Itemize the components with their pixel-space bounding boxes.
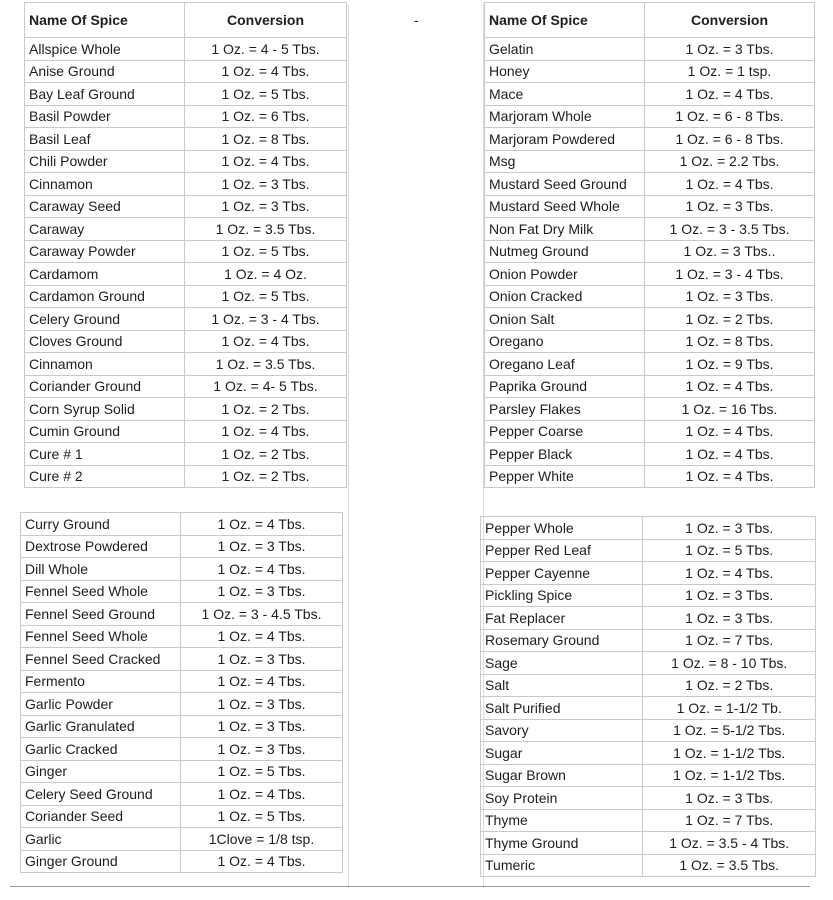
spice-name-cell: Cumin Ground — [25, 420, 185, 443]
left-top-body — [25, 38, 347, 488]
spice-name-cell: Corn Syrup Solid — [25, 398, 185, 421]
table-row — [481, 674, 816, 697]
spice-name-cell: Fennel Seed Cracked — [21, 648, 181, 671]
spice-name-cell: Pepper Whole — [481, 517, 643, 540]
conversion-cell: 1 Oz. = 1-1/2 Tbs. — [643, 742, 816, 765]
table-row — [481, 584, 816, 607]
conversion-cell: 1 Oz. = 3 Tbs. — [643, 787, 816, 810]
spice-name-cell: Caraway Powder — [25, 240, 185, 263]
conversion-cell: 1 Oz. = 7 Tbs. — [643, 809, 816, 832]
conversion-cell: 1 Oz. = 8 Tbs. — [185, 128, 347, 151]
table-row — [481, 539, 816, 562]
table-row — [21, 783, 343, 806]
table-row — [481, 562, 816, 585]
spice-name-cell: Oregano — [485, 330, 645, 353]
spice-name-cell: Marjoram Powdered — [485, 128, 645, 151]
table-row — [485, 465, 815, 488]
spice-name-cell: Cure # 2 — [25, 465, 185, 488]
conversion-cell: 1 Oz. = 5 Tbs. — [185, 285, 347, 308]
conversion-cell: 1 Oz. = 6 - 8 Tbs. — [645, 128, 815, 151]
conversion-cell: 1 Oz. = 2 Tbs. — [185, 465, 347, 488]
conversion-cell: 1 Oz. = 3 Tbs. — [181, 715, 343, 738]
spice-name-cell: Oregano Leaf — [485, 353, 645, 376]
spice-name-cell: Celery Seed Ground — [21, 783, 181, 806]
spice-name-cell: Cardamon Ground — [25, 285, 185, 308]
table-row — [25, 375, 347, 398]
conversion-cell: 1 Oz. = 4 - 5 Tbs. — [185, 38, 347, 61]
table-row — [481, 742, 816, 765]
table-row — [25, 195, 347, 218]
table-row — [21, 603, 343, 626]
conversion-cell: 1 Oz. = 6 Tbs. — [185, 105, 347, 128]
conversion-cell: 1 Oz. = 8 - 10 Tbs. — [643, 652, 816, 675]
conversion-cell: 1 Oz. = 3 Tbs. — [643, 584, 816, 607]
spice-name-cell: Caraway — [25, 218, 185, 241]
spice-name-cell: Honey — [485, 60, 645, 83]
table-row — [21, 513, 343, 536]
spice-name-cell: Cure # 1 — [25, 443, 185, 466]
spice-name-cell: Sugar Brown — [481, 764, 643, 787]
spice-name-cell: Savory — [481, 719, 643, 742]
conversion-cell: 1 Oz. = 9 Tbs. — [645, 353, 815, 376]
conversion-cell: 1 Oz. = 4 Tbs. — [181, 783, 343, 806]
table-row — [21, 805, 343, 828]
conversion-cell: 1 Oz. = 2 Tbs. — [185, 443, 347, 466]
conversion-cell: 1 Oz. = 4 Tbs. — [185, 420, 347, 443]
table-row — [21, 850, 343, 873]
spice-name-cell: Pepper Coarse — [485, 420, 645, 443]
spice-name-cell: Paprika Ground — [485, 375, 645, 398]
conversion-cell: 1 Oz. = 1 tsp. — [645, 60, 815, 83]
table-row — [481, 517, 816, 540]
conversion-cell: 1 Oz. = 3.5 Tbs. — [185, 218, 347, 241]
table-row — [481, 764, 816, 787]
conversion-cell: 1 Oz. = 1-1/2 Tb. — [643, 697, 816, 720]
table-row — [481, 854, 816, 877]
spice-name-cell: Onion Cracked — [485, 285, 645, 308]
table-row — [21, 693, 343, 716]
conversion-cell: 1 Oz. = 5-1/2 Tbs. — [643, 719, 816, 742]
spice-name-cell: Allspice Whole — [25, 38, 185, 61]
table-row — [25, 465, 347, 488]
spice-name-cell: Pepper Cayenne — [481, 562, 643, 585]
conversion-cell: 1 Oz. = 3 Tbs. — [185, 195, 347, 218]
spice-name-cell: Onion Powder — [485, 263, 645, 286]
spice-name-cell: Thyme — [481, 809, 643, 832]
spice-name-cell: Cinnamon — [25, 353, 185, 376]
spice-name-cell: Fennel Seed Ground — [21, 603, 181, 626]
conversion-cell: 1 Oz. = 4- 5 Tbs. — [185, 375, 347, 398]
conversion-cell: 1 Oz. = 3 - 4.5 Tbs. — [181, 603, 343, 626]
conversion-cell: 1 Oz. = 4 Tbs. — [185, 330, 347, 353]
spice-name-cell: Curry Ground — [21, 513, 181, 536]
conversion-cell: 1 Oz. = 4 Tbs. — [181, 625, 343, 648]
conversion-header: Conversion — [185, 3, 347, 38]
table-row — [21, 715, 343, 738]
conversion-cell: 1 Oz. = 3.5 - 4 Tbs. — [643, 832, 816, 855]
conversion-cell: 1 Oz. = 3 Tbs. — [643, 607, 816, 630]
conversion-cell: 1 Oz. = 3 Tbs. — [181, 580, 343, 603]
spice-name-cell: Salt — [481, 674, 643, 697]
conversion-cell: 1 Oz. = 2 Tbs. — [643, 674, 816, 697]
spice-name-cell: Soy Protein — [481, 787, 643, 810]
table-row — [481, 719, 816, 742]
spice-name-cell: Fennel Seed Whole — [21, 625, 181, 648]
table-row — [485, 353, 815, 376]
table-row — [25, 173, 347, 196]
spice-name-cell: Caraway Seed — [25, 195, 185, 218]
table-row — [25, 308, 347, 331]
conversion-cell: 1 Oz. = 4 Tbs. — [181, 558, 343, 581]
conversion-cell: 1 Oz. = 2 Tbs. — [645, 308, 815, 331]
table-row — [25, 263, 347, 286]
spice-name-cell: Pepper Black — [485, 443, 645, 466]
spice-name-cell: Gelatin — [485, 38, 645, 61]
spice-name-cell: Ginger — [21, 760, 181, 783]
table-row — [485, 375, 815, 398]
conversion-cell: 1 Oz. = 4 Tbs. — [645, 465, 815, 488]
conversion-cell: 1 Oz. = 4 Tbs. — [185, 150, 347, 173]
conversion-cell: 1 Oz. = 3 Tbs. — [645, 285, 815, 308]
spice-name-cell: Bay Leaf Ground — [25, 83, 185, 106]
spice-name-cell: Fennel Seed Whole — [21, 580, 181, 603]
spice-name-cell: Pepper Red Leaf — [481, 539, 643, 562]
table-row — [485, 150, 815, 173]
spice-name-cell: Cinnamon — [25, 173, 185, 196]
conversion-cell: 1 Oz. = 3 Tbs. — [185, 173, 347, 196]
header-row — [485, 3, 815, 38]
table-row — [485, 443, 815, 466]
table-row — [485, 285, 815, 308]
conversion-cell: 1 Oz. = 5 Tbs. — [181, 760, 343, 783]
conversion-cell: 1 Oz. = 5 Tbs. — [181, 805, 343, 828]
conversion-cell: 1 Oz. = 4 Tbs. — [645, 420, 815, 443]
spice-name-cell: Garlic Cracked — [21, 738, 181, 761]
table-row — [481, 697, 816, 720]
conversion-cell: 1 Oz. = 3 Tbs.. — [645, 240, 815, 263]
table-row — [481, 607, 816, 630]
spice-name-cell: Marjoram Whole — [485, 105, 645, 128]
spice-name-cell: Mustard Seed Whole — [485, 195, 645, 218]
conversion-cell: 1 Oz. = 4 Tbs. — [185, 60, 347, 83]
spice-name-cell: Msg — [485, 150, 645, 173]
left-bottom-table — [20, 512, 343, 873]
right-bottom-table — [480, 516, 816, 877]
conversion-cell: 1 Oz. = 3 Tbs. — [181, 693, 343, 716]
table-row — [485, 308, 815, 331]
table-row — [481, 809, 816, 832]
table-row — [485, 240, 815, 263]
bottom-rule — [10, 886, 810, 887]
spice-name-cell: Dextrose Powdered — [21, 535, 181, 558]
right-top-body — [485, 38, 815, 488]
spice-name-cell: Non Fat Dry Milk — [485, 218, 645, 241]
left-top-table — [24, 2, 347, 488]
spice-name-cell: Cloves Ground — [25, 330, 185, 353]
table-row — [25, 128, 347, 151]
table-row — [481, 629, 816, 652]
spice-name-cell: Coriander Seed — [21, 805, 181, 828]
table-row — [25, 330, 347, 353]
name-header: Name Of Spice — [485, 3, 645, 38]
table-row — [21, 535, 343, 558]
conversion-cell: 1 Oz. = 4 Tbs. — [645, 83, 815, 106]
spice-name-cell: Onion Salt — [485, 308, 645, 331]
table-row — [25, 105, 347, 128]
table-row — [21, 648, 343, 671]
table-row — [21, 625, 343, 648]
table-row — [485, 218, 815, 241]
conversion-cell: 1 Oz. = 7 Tbs. — [643, 629, 816, 652]
conversion-cell: 1 Oz. = 4 Oz. — [185, 263, 347, 286]
header-row — [25, 3, 347, 38]
spice-name-cell: Sugar — [481, 742, 643, 765]
table-row — [21, 670, 343, 693]
conversion-cell: 1 Oz. = 1-1/2 Tbs. — [643, 764, 816, 787]
table-row — [25, 420, 347, 443]
conversion-cell: 1 Oz. = 3.5 Tbs. — [643, 854, 816, 877]
spice-name-cell: Salt Purified — [481, 697, 643, 720]
spice-name-cell: Nutmeg Ground — [485, 240, 645, 263]
table-row — [25, 443, 347, 466]
table-row — [21, 580, 343, 603]
table-row — [25, 398, 347, 421]
table-row — [21, 558, 343, 581]
spice-name-cell: Garlic — [21, 828, 181, 851]
table-row — [485, 60, 815, 83]
table-row — [21, 828, 343, 851]
table-row — [25, 60, 347, 83]
conversion-cell: 1 Oz. = 4 Tbs. — [645, 173, 815, 196]
table-row — [485, 195, 815, 218]
table-row — [25, 150, 347, 173]
spice-name-cell: Garlic Powder — [21, 693, 181, 716]
right-bottom-body — [481, 517, 816, 877]
conversion-cell: 1 Oz. = 3 Tbs. — [181, 738, 343, 761]
spice-name-cell: Basil Powder — [25, 105, 185, 128]
conversion-cell: 1Clove = 1/8 tsp. — [181, 828, 343, 851]
conversion-cell: 1 Oz. = 4 Tbs. — [181, 850, 343, 873]
spice-name-cell: Mace — [485, 83, 645, 106]
conversion-cell: 1 Oz. = 4 Tbs. — [645, 443, 815, 466]
spice-name-cell: Basil Leaf — [25, 128, 185, 151]
conversion-cell: 1 Oz. = 4 Tbs. — [645, 375, 815, 398]
conversion-cell: 1 Oz. = 3 - 4 Tbs. — [645, 263, 815, 286]
table-row — [485, 83, 815, 106]
conversion-cell: 1 Oz. = 3.5 Tbs. — [185, 353, 347, 376]
spice-name-cell: Chili Powder — [25, 150, 185, 173]
table-row — [25, 83, 347, 106]
conversion-cell: 1 Oz. = 3 - 4 Tbs. — [185, 308, 347, 331]
left-bottom-body — [21, 513, 343, 873]
conversion-cell: 1 Oz. = 2 Tbs. — [185, 398, 347, 421]
conversion-cell: 1 Oz. = 2.2 Tbs. — [645, 150, 815, 173]
table-row — [25, 285, 347, 308]
table-row — [25, 38, 347, 61]
spice-name-cell: Thyme Ground — [481, 832, 643, 855]
table-row — [21, 760, 343, 783]
right-top-table — [484, 2, 815, 488]
table-row — [481, 652, 816, 675]
spice-name-cell: Coriander Ground — [25, 375, 185, 398]
conversion-cell: 1 Oz. = 5 Tbs. — [185, 83, 347, 106]
spice-name-cell: Garlic Granulated — [21, 715, 181, 738]
spice-name-cell: Anise Ground — [25, 60, 185, 83]
table-row — [485, 263, 815, 286]
center-mark: - — [414, 12, 419, 28]
table-row — [485, 330, 815, 353]
table-row — [485, 173, 815, 196]
conversion-cell: 1 Oz. = 3 - 3.5 Tbs. — [645, 218, 815, 241]
table-row — [25, 240, 347, 263]
conversion-cell: 1 Oz. = 4 Tbs. — [181, 670, 343, 693]
table-row — [25, 353, 347, 376]
conversion-cell: 1 Oz. = 16 Tbs. — [645, 398, 815, 421]
conversion-cell: 1 Oz. = 3 Tbs. — [181, 648, 343, 671]
table-row — [21, 738, 343, 761]
table-row — [25, 218, 347, 241]
conversion-cell: 1 Oz. = 3 Tbs. — [643, 517, 816, 540]
spice-name-cell: Celery Ground — [25, 308, 185, 331]
spice-name-cell: Parsley Flakes — [485, 398, 645, 421]
table-row — [485, 420, 815, 443]
table-row — [485, 105, 815, 128]
conversion-cell: 1 Oz. = 4 Tbs. — [181, 513, 343, 536]
spice-name-cell: Tumeric — [481, 854, 643, 877]
spice-name-cell: Pepper White — [485, 465, 645, 488]
spice-name-cell: Sage — [481, 652, 643, 675]
conversion-cell: 1 Oz. = 3 Tbs. — [645, 195, 815, 218]
conversion-cell: 1 Oz. = 5 Tbs. — [643, 539, 816, 562]
table-row — [485, 38, 815, 61]
table-row — [481, 832, 816, 855]
spice-name-cell: Ginger Ground — [21, 850, 181, 873]
spice-name-cell: Dill Whole — [21, 558, 181, 581]
table-row — [481, 787, 816, 810]
spice-name-cell: Fermento — [21, 670, 181, 693]
spice-name-cell: Fat Replacer — [481, 607, 643, 630]
conversion-cell: 1 Oz. = 4 Tbs. — [643, 562, 816, 585]
conversion-cell: 1 Oz. = 8 Tbs. — [645, 330, 815, 353]
spice-name-cell: Rosemary Ground — [481, 629, 643, 652]
spice-name-cell: Pickling Spice — [481, 584, 643, 607]
conversion-cell: 1 Oz. = 6 - 8 Tbs. — [645, 105, 815, 128]
conversion-cell: 1 Oz. = 5 Tbs. — [185, 240, 347, 263]
spice-name-cell: Mustard Seed Ground — [485, 173, 645, 196]
table-row — [485, 128, 815, 151]
center-gutter — [348, 4, 484, 888]
name-header: Name Of Spice — [25, 3, 185, 38]
conversion-cell: 1 Oz. = 3 Tbs. — [645, 38, 815, 61]
spice-name-cell: Cardamom — [25, 263, 185, 286]
table-row — [485, 398, 815, 421]
conversion-header: Conversion — [645, 3, 815, 38]
conversion-cell: 1 Oz. = 3 Tbs. — [181, 535, 343, 558]
